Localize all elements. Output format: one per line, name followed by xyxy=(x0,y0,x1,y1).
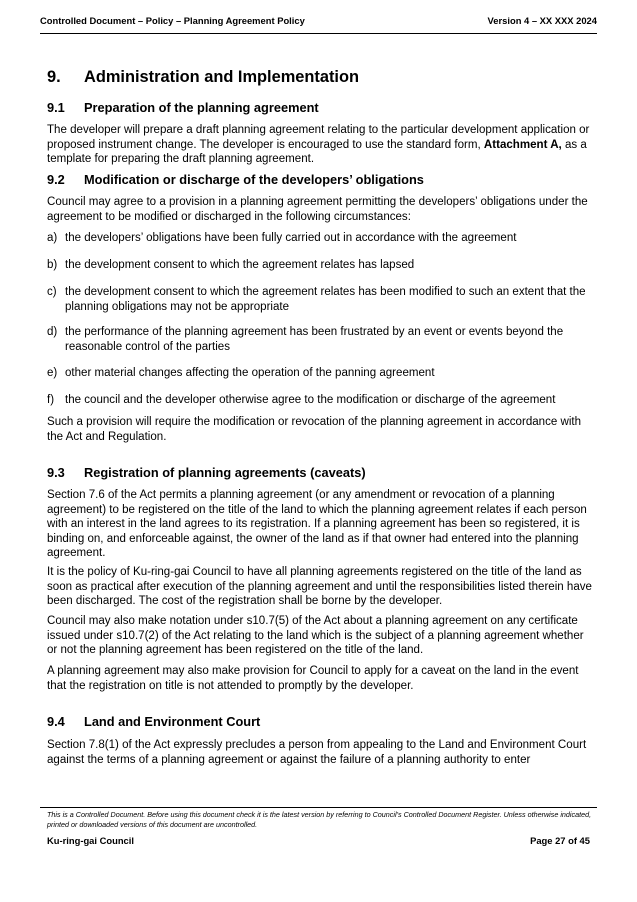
list-item-text: the council and the developer otherwise agree to the modification or discharge of the agreement xyxy=(65,394,556,406)
paragraph-text: The developer will prepare a draft planning agreement relating to the particular development application or proposed instrument change. The developer is encouraged to use the standard form, xyxy=(47,124,590,151)
paragraph-9-1 xyxy=(47,123,595,167)
section-number: 9. xyxy=(47,68,61,86)
list-item-text: the development consent to which the agreement relates has lapsed xyxy=(65,259,415,271)
list-item xyxy=(47,393,595,408)
header-divider xyxy=(40,33,597,34)
list-item xyxy=(47,285,595,314)
subsection-number: 9.1 xyxy=(47,100,65,115)
subsection-title: Registration of planning agreements (caveats) xyxy=(84,465,366,480)
list-item-label: a) xyxy=(47,232,58,244)
list-item xyxy=(47,258,595,273)
list-item xyxy=(47,231,595,246)
paragraph-9-2-closing: Such a provision will require the modification or revocation of the planning agreement in accordance with the Act and Regulation. xyxy=(47,416,582,443)
list-item xyxy=(47,325,595,354)
list-item-label: c) xyxy=(47,286,57,298)
list-item-text: the performance of the planning agreement has been frustrated by an event or events beyond the reasonable control of the parties xyxy=(65,326,564,353)
paragraph-9-3-2: It is the policy of Ku-ring-gai Council to have all planning agreements registered on the title of the land as soon as practical after execution of the planning agreement and until the responsibilities listed therein have been discharged. The cost of the registration shall be borne by the developer. xyxy=(47,566,592,607)
section-heading xyxy=(47,68,359,87)
header-version: Version 4 – XX XXX 2024 xyxy=(487,15,597,26)
subsection-heading-9-4 xyxy=(47,714,260,729)
list-item-text: other material changes affecting the operation of the panning agreement xyxy=(65,367,435,379)
list-item-text: the development consent to which the agreement relates has been modified to such an extent that the planning obligations may not be appropriate xyxy=(65,286,586,313)
paragraph-9-4: Section 7.8(1) of the Act expressly precludes a person from appealing to the Land and Environment Court against the terms of a planning agreement or against the failure of a planning authority to enter xyxy=(47,739,587,766)
header-document-title: Controlled Document – Policy – Planning Agreement Policy xyxy=(40,15,305,26)
list-item-label: b) xyxy=(47,259,58,271)
subsection-title: Land and Environment Court xyxy=(84,714,261,729)
footer-organisation: Ku-ring-gai Council xyxy=(47,835,134,846)
subsection-number: 9.4 xyxy=(47,714,65,729)
footer-divider xyxy=(40,807,597,808)
controlled-document-notice: This is a Controlled Document. Before using this document check it is the latest version by referring to Council’s Controlled Document Register. Unless otherwise indicated, printed or downloaded versions of this document are uncontrolled. xyxy=(47,810,592,829)
subsection-heading-9-2 xyxy=(47,172,424,187)
section-title: Administration and Implementation xyxy=(84,68,360,86)
subsection-heading-9-1 xyxy=(47,100,319,115)
page-number: Page 27 of 45 xyxy=(530,835,590,846)
paragraph-9-3-4: A planning agreement may also make provision for Council to apply for a caveat on the land in the event that the registration on title is not attended to promptly by the developer. xyxy=(47,665,579,692)
paragraph-9-3-3: Council may also make notation under s10.7(5) of the Act about a planning agreement on any certificate issued under s10.7(2) of the Act relating to the land which is the subject of a planning agreement whether or not the planning agreement has been registered on the title of the land. xyxy=(47,615,584,656)
subsection-title: Modification or discharge of the developers’ obligations xyxy=(84,172,424,187)
paragraph-9-3-1: Section 7.6 of the Act permits a planning agreement (or any amendment or revocation of a planning agreement) to be registered on the title of the land to which the planning agreement relates if each person with an interest in the land agrees to its registration. If a planning agreement has been so registered, it is binding on, and enforceable against, the owner of the land as if that owner had entered into the planning agreement. xyxy=(47,489,587,559)
subsection-number: 9.2 xyxy=(47,172,65,187)
list-item-label: f) xyxy=(47,394,55,406)
attachment-reference: Attachment A, xyxy=(483,138,562,151)
subsection-heading-9-3 xyxy=(47,465,366,480)
list-item xyxy=(47,366,595,381)
paragraph-text: as a template for preparing the draft planning agreement. xyxy=(47,138,587,165)
list-item-text: the developers’ obligations have been fully carried out in accordance with the agreement xyxy=(65,232,517,244)
subsection-number: 9.3 xyxy=(47,465,65,480)
list-item-label: e) xyxy=(47,367,58,379)
list-item-label: d) xyxy=(47,326,58,338)
paragraph-9-2-intro: Council may agree to a provision in a planning agreement permitting the developers’ obligations under the agreement to be modified or discharged in the following circumstances: xyxy=(47,196,588,223)
subsection-title: Preparation of the planning agreement xyxy=(84,100,319,115)
